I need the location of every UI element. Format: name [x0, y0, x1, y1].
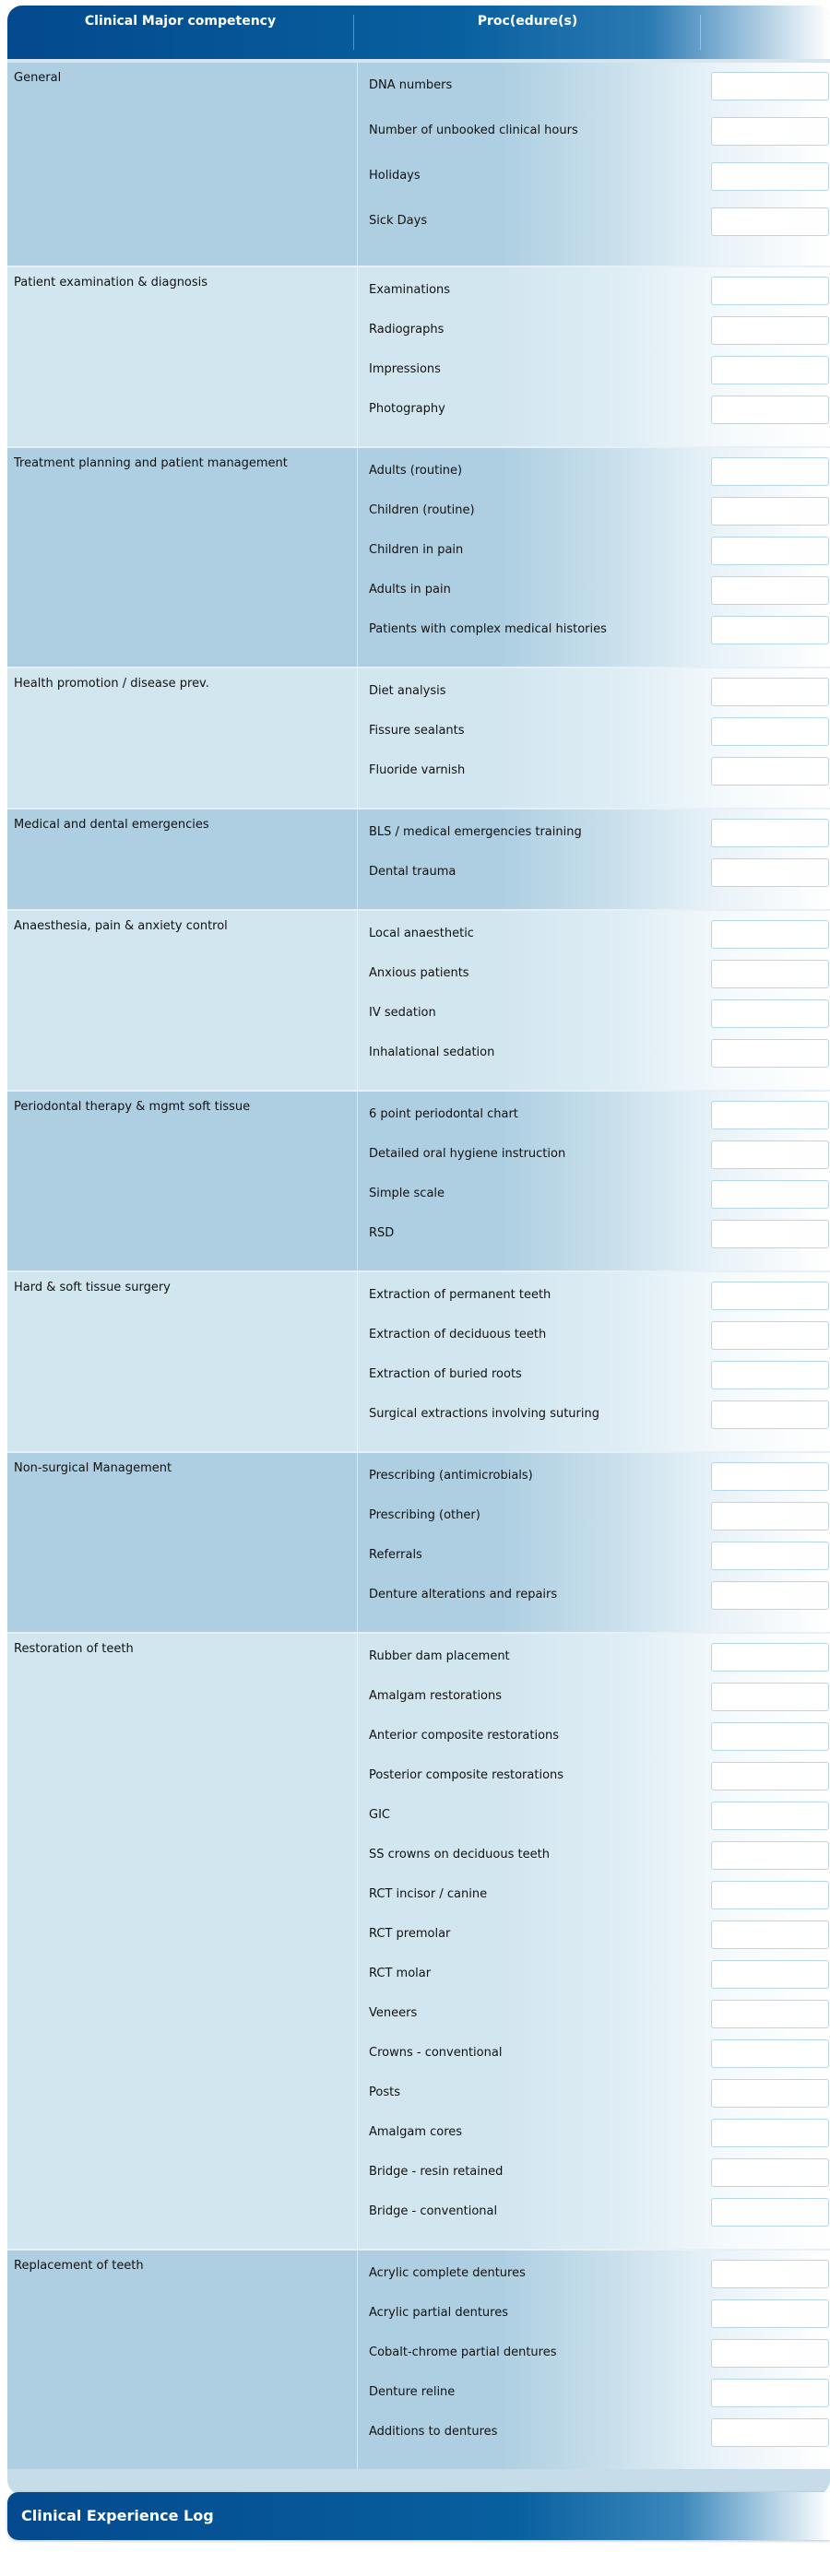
procedure-count-input[interactable] — [711, 1321, 829, 1350]
procedure-count-input[interactable] — [711, 1180, 829, 1209]
procedure-row — [7, 916, 830, 957]
procedure-label: Amalgam restorations — [369, 1689, 503, 1703]
clinical-experience-log-bar[interactable] — [7, 2492, 830, 2540]
procedure-row — [7, 2194, 830, 2235]
procedure-row — [7, 1137, 830, 1177]
competency-table — [7, 6, 830, 2495]
procedure-label: Prescribing (antimicrobials) — [369, 1469, 533, 1483]
procedure-row — [7, 2256, 830, 2297]
procedure-row — [7, 204, 830, 244]
procedure-label: Denture alterations and repairs — [369, 1588, 558, 1601]
competency-label: Treatment planning and patient management — [14, 456, 288, 470]
procedure-count-input[interactable] — [711, 1920, 829, 1949]
procedure-label: Impressions — [369, 362, 441, 376]
procedure-count-input[interactable] — [711, 2198, 829, 2227]
procedure-count-input[interactable] — [711, 72, 829, 100]
procedure-row — [7, 1459, 830, 1499]
procedure-label: IV sedation — [369, 1006, 436, 1020]
competency-group — [7, 1270, 830, 1451]
procedure-row — [7, 2375, 830, 2416]
procedure-count-input[interactable] — [711, 2299, 829, 2328]
competency-label: Anaesthesia, pain & anxiety control — [14, 919, 228, 933]
procedure-row — [7, 674, 830, 715]
procedure-row — [7, 1798, 830, 1838]
procedure-label: Additions to dentures — [369, 2425, 498, 2439]
competency-label: Patient examination & diagnosis — [14, 276, 208, 290]
procedure-row — [7, 1498, 830, 1539]
procedure-label: Children in pain — [369, 543, 464, 557]
procedure-label: Referrals — [369, 1548, 422, 1562]
competency-label: Non-surgical Management — [14, 1461, 172, 1475]
procedure-label: Surgical extractions involving suturing — [369, 1407, 599, 1421]
procedure-count-input[interactable] — [711, 2000, 829, 2028]
procedure-count-input[interactable] — [711, 1400, 829, 1429]
procedure-count-input[interactable] — [711, 316, 829, 345]
procedure-label: Simple scale — [369, 1187, 445, 1200]
procedure-row — [7, 273, 830, 313]
procedure-label: RCT molar — [369, 1967, 432, 1980]
procedure-label: Crowns - conventional — [369, 2046, 503, 2060]
section-title: Clinical Experience Log — [21, 2507, 214, 2524]
procedure-count-input[interactable] — [711, 678, 829, 706]
procedure-count-input[interactable] — [711, 117, 829, 146]
procedure-count-input[interactable] — [711, 1881, 829, 1909]
procedure-count-input[interactable] — [711, 2339, 829, 2368]
procedure-label: Sick Days — [369, 214, 428, 228]
procedure-count-input[interactable] — [711, 2039, 829, 2068]
competency-label: Periodontal therapy & mgmt soft tissue — [14, 1100, 251, 1114]
procedure-count-input[interactable] — [711, 1282, 829, 1310]
procedure-count-input[interactable] — [711, 2119, 829, 2147]
procedure-row — [7, 1097, 830, 1138]
procedure-label: Holidays — [369, 169, 421, 183]
procedure-row — [7, 855, 830, 895]
procedure-row — [7, 1917, 830, 1957]
procedure-label: Anxious patients — [369, 966, 469, 980]
procedure-label: Veneers — [369, 2006, 418, 2020]
table-body — [7, 63, 830, 2469]
procedure-label: Children (routine) — [369, 503, 475, 517]
procedure-count-input[interactable] — [711, 1581, 829, 1610]
procedure-count-input[interactable] — [711, 717, 829, 746]
procedure-label: Fissure sealants — [369, 724, 465, 738]
procedure-row — [7, 956, 830, 997]
competency-label: General — [14, 71, 62, 85]
procedure-row — [7, 815, 830, 856]
procedure-count-input[interactable] — [711, 537, 829, 565]
column-header-competency: Clinical Major competency — [84, 14, 277, 29]
procedure-row — [7, 1278, 830, 1318]
procedure-count-input[interactable] — [711, 2158, 829, 2187]
procedure-count-input[interactable] — [711, 457, 829, 486]
procedure-label: 6 point periodontal chart — [369, 1107, 518, 1121]
procedure-label: Acrylic complete dentures — [369, 2266, 526, 2280]
procedure-label: BLS / medical emergencies training — [369, 825, 582, 839]
procedure-row — [7, 1035, 830, 1076]
procedure-row — [7, 2075, 830, 2116]
procedure-label: Number of unbooked clinical hours — [369, 124, 578, 137]
procedure-label: Dental trauma — [369, 865, 456, 879]
competency-group — [7, 2249, 830, 2469]
procedure-count-input[interactable] — [711, 576, 829, 605]
procedure-row — [7, 996, 830, 1036]
procedure-row — [7, 2415, 830, 2455]
procedure-row — [7, 352, 830, 393]
table-header — [7, 6, 830, 63]
competency-group — [7, 1632, 830, 2249]
procedure-label: Rubber dam placement — [369, 1649, 510, 1663]
procedure-label: Inhalational sedation — [369, 1046, 495, 1059]
procedure-count-input[interactable] — [711, 356, 829, 384]
procedure-count-input[interactable] — [711, 396, 829, 424]
procedure-row — [7, 2155, 830, 2195]
procedure-label: SS crowns on deciduous teeth — [369, 1848, 550, 1861]
competency-label: Restoration of teeth — [14, 1642, 134, 1656]
procedure-row — [7, 533, 830, 573]
procedure-label: Detailed oral hygiene instruction — [369, 1147, 566, 1161]
procedure-row — [7, 313, 830, 353]
procedure-label: Fluoride varnish — [369, 763, 466, 777]
procedure-count-input[interactable] — [711, 999, 829, 1028]
procedure-label: Adults in pain — [369, 583, 451, 597]
procedure-count-input[interactable] — [711, 162, 829, 191]
procedure-label: Bridge - resin retained — [369, 2165, 504, 2179]
procedure-row — [7, 1758, 830, 1799]
procedure-count-input[interactable] — [711, 2260, 829, 2288]
procedure-row — [7, 1639, 830, 1680]
competency-group — [7, 808, 830, 909]
procedure-row — [7, 1996, 830, 2037]
procedure-row — [7, 2335, 830, 2376]
procedure-count-input[interactable] — [711, 277, 829, 305]
competency-group — [7, 446, 830, 667]
procedure-row — [7, 714, 830, 754]
procedure-count-input[interactable] — [711, 207, 829, 236]
procedure-label: Posts — [369, 2086, 400, 2099]
procedure-count-input[interactable] — [711, 1762, 829, 1790]
procedure-row — [7, 1679, 830, 1719]
procedure-label: Diet analysis — [369, 684, 446, 698]
procedure-count-input[interactable] — [711, 2079, 829, 2108]
procedure-row — [7, 1538, 830, 1578]
procedure-row — [7, 753, 830, 794]
procedure-count-input[interactable] — [711, 1802, 829, 1830]
procedure-label: RCT premolar — [369, 1927, 451, 1941]
competency-label: Hard & soft tissue surgery — [14, 1281, 171, 1294]
procedure-row — [7, 1956, 830, 1997]
procedure-row — [7, 573, 830, 613]
competency-group — [7, 63, 830, 266]
procedure-row — [7, 612, 830, 653]
procedure-row — [7, 2296, 830, 2336]
procedure-count-input[interactable] — [711, 819, 829, 847]
procedure-count-input[interactable] — [711, 920, 829, 949]
procedure-row — [7, 1877, 830, 1918]
procedure-count-input[interactable] — [711, 616, 829, 644]
procedure-count-input[interactable] — [711, 858, 829, 887]
procedure-count-input[interactable] — [711, 2379, 829, 2407]
procedure-label: Denture reline — [369, 2385, 456, 2399]
procedure-row — [7, 1176, 830, 1217]
procedure-count-input[interactable] — [711, 1101, 829, 1129]
procedure-row — [7, 392, 830, 432]
procedure-label: Adults (routine) — [369, 464, 463, 478]
procedure-label: Radiographs — [369, 323, 445, 337]
procedure-label: Prescribing (other) — [369, 1508, 480, 1522]
procedure-row — [7, 68, 830, 109]
procedure-row — [7, 159, 830, 199]
procedure-count-input[interactable] — [711, 1140, 829, 1169]
procedure-row — [7, 1397, 830, 1437]
competency-group — [7, 667, 830, 808]
procedure-count-input[interactable] — [711, 1643, 829, 1672]
procedure-count-input[interactable] — [711, 1361, 829, 1389]
procedure-row — [7, 1578, 830, 1618]
procedure-count-input[interactable] — [711, 1683, 829, 1711]
procedure-row — [7, 1216, 830, 1257]
procedure-label: Acrylic partial dentures — [369, 2306, 508, 2320]
competency-label: Medical and dental emergencies — [14, 818, 209, 832]
procedure-row — [7, 2115, 830, 2156]
procedure-row — [7, 1837, 830, 1878]
procedure-row — [7, 493, 830, 534]
procedure-count-input[interactable] — [711, 497, 829, 526]
column-header-entry — [701, 6, 830, 59]
procedure-count-input[interactable] — [711, 1039, 829, 1068]
procedure-label: GIC — [369, 1808, 390, 1822]
procedure-count-input[interactable] — [711, 757, 829, 786]
procedure-count-input[interactable] — [711, 1960, 829, 1989]
competency-group — [7, 1090, 830, 1270]
procedure-label: Photography — [369, 402, 445, 416]
procedure-count-input[interactable] — [711, 1841, 829, 1870]
procedure-label: Bridge - conventional — [369, 2204, 498, 2218]
procedure-row — [7, 1318, 830, 1358]
procedure-label: Amalgam cores — [369, 2125, 463, 2139]
column-header-procedures: Proc(edure(s) — [477, 14, 578, 29]
competency-group — [7, 266, 830, 446]
procedure-count-input[interactable] — [711, 1722, 829, 1751]
procedure-row — [7, 1357, 830, 1398]
competency-group — [7, 909, 830, 1090]
procedure-count-input[interactable] — [711, 960, 829, 988]
procedure-label: Extraction of buried roots — [369, 1367, 522, 1381]
procedure-label: Extraction of deciduous teeth — [369, 1328, 547, 1341]
procedure-label: Local anaesthetic — [369, 927, 474, 940]
procedure-row — [7, 1719, 830, 1759]
procedure-label: Patients with complex medical histories — [369, 622, 607, 636]
procedure-count-input[interactable] — [711, 1542, 829, 1570]
procedure-count-input[interactable] — [711, 1462, 829, 1491]
procedure-count-input[interactable] — [711, 1502, 829, 1530]
procedure-count-input[interactable] — [711, 2418, 829, 2447]
procedure-count-input[interactable] — [711, 1220, 829, 1248]
procedure-row — [7, 113, 830, 154]
procedure-label: DNA numbers — [369, 78, 453, 92]
procedure-label: Examinations — [369, 283, 451, 297]
procedure-label: Posterior composite restorations — [369, 1768, 564, 1782]
procedure-label: Extraction of permanent teeth — [369, 1288, 551, 1302]
procedure-label: Cobalt-chrome partial dentures — [369, 2346, 557, 2359]
procedure-label: Anterior composite restorations — [369, 1729, 560, 1743]
competency-label: Health promotion / disease prev. — [14, 677, 209, 691]
procedure-label: RCT incisor / canine — [369, 1887, 488, 1901]
procedure-row — [7, 2036, 830, 2076]
competency-label: Replacement of teeth — [14, 2259, 144, 2273]
procedure-label: RSD — [369, 1226, 395, 1240]
competency-group — [7, 1451, 830, 1632]
procedure-row — [7, 454, 830, 494]
